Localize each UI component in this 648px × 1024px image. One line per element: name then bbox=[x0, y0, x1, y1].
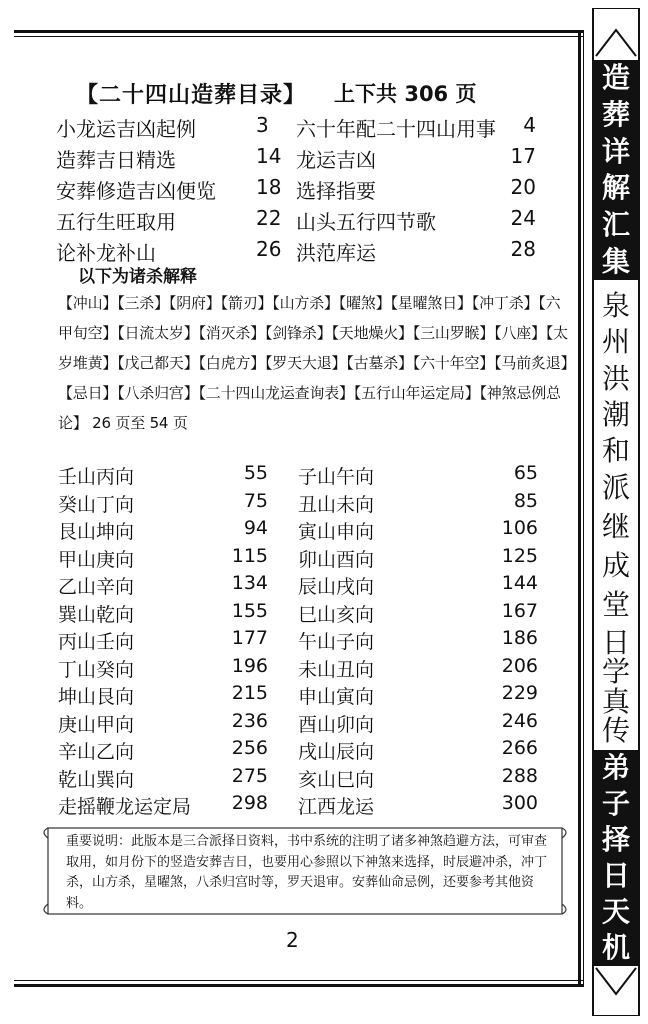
entry-page: 55 bbox=[243, 462, 268, 485]
spine-char: 集 bbox=[601, 244, 630, 278]
toc-entry bbox=[298, 600, 538, 627]
spine-char: 子 bbox=[601, 787, 630, 820]
entry-title: 乾山巽向 bbox=[58, 768, 135, 791]
toc-entry bbox=[58, 737, 298, 764]
entry-page: 300 bbox=[501, 792, 538, 815]
mountain-row bbox=[58, 572, 538, 600]
entry-title: 洪范库运 bbox=[296, 241, 376, 265]
entry-page: 75 bbox=[243, 489, 268, 512]
entry-title: 卯山酉向 bbox=[298, 548, 375, 571]
toc-entry bbox=[296, 113, 536, 142]
entry-title: 选择指要 bbox=[296, 179, 376, 203]
toc-entry bbox=[58, 490, 298, 517]
entry-page: 298 bbox=[231, 792, 268, 815]
entry-title: 癸山丁向 bbox=[58, 493, 135, 516]
mountain-toc bbox=[58, 462, 538, 820]
toc-row bbox=[56, 205, 536, 236]
entry-page: 26 bbox=[256, 237, 282, 261]
entry-page: 167 bbox=[501, 599, 538, 622]
entry-title: 论补龙补山 bbox=[56, 241, 156, 265]
entry-page: 229 bbox=[501, 682, 538, 705]
entry-title: 艮山坤向 bbox=[58, 521, 135, 544]
entry-page: 3 bbox=[256, 113, 269, 137]
toc-entry bbox=[298, 545, 538, 572]
toc-row bbox=[56, 143, 536, 174]
entry-title: 寅山申向 bbox=[298, 521, 375, 544]
entry-title: 走摇鞭龙运定局 bbox=[58, 796, 192, 819]
toc-entry bbox=[298, 462, 538, 489]
spine-char: 和 bbox=[601, 434, 630, 468]
toc-entry bbox=[58, 545, 298, 572]
entry-title: 坤山艮向 bbox=[58, 686, 135, 709]
note-text: 重要说明：此版本是三合派择日资料，书中系统的注明了诸多神煞趋避方法，可审查取用，如月份下的竖造安葬吉日，也要用心参照以下神煞来选择，时辰避冲杀，冲丁杀，山方杀，星曜煞，八杀归宫时等，罗天退审。安葬仙命忌例，还要参考其他资料。 bbox=[66, 834, 548, 911]
spine-block-subtitle bbox=[592, 750, 640, 966]
entry-title: 巽山乾向 bbox=[58, 603, 135, 626]
toc-row bbox=[56, 174, 536, 205]
spine-char: 传 bbox=[601, 714, 630, 748]
note-scroll bbox=[40, 826, 570, 917]
toc-entry bbox=[58, 462, 298, 489]
toc-entry bbox=[298, 517, 538, 544]
entry-page: 94 bbox=[243, 517, 268, 540]
entry-title: 酉山卯向 bbox=[298, 713, 375, 736]
spine-char: 派 bbox=[601, 470, 630, 504]
mountain-row bbox=[58, 682, 538, 710]
entry-page: 177 bbox=[231, 627, 268, 650]
spine-char: 弟 bbox=[601, 751, 630, 784]
spine-block-hall bbox=[592, 508, 640, 624]
entry-page: 125 bbox=[501, 544, 538, 567]
toc-entry bbox=[298, 490, 538, 517]
spine-sidebar bbox=[592, 8, 640, 1016]
entry-title: 乙山辛向 bbox=[58, 576, 135, 599]
spine-block-tradition bbox=[592, 625, 640, 748]
entry-title: 辛山乙向 bbox=[58, 741, 135, 764]
toc-entry bbox=[298, 792, 538, 819]
entry-title: 甲山庚向 bbox=[58, 548, 135, 571]
spine-char: 继 bbox=[601, 510, 630, 544]
toc-entry bbox=[296, 237, 536, 266]
mountain-row bbox=[58, 600, 538, 628]
toc-entry bbox=[56, 206, 296, 235]
spine-char: 机 bbox=[601, 931, 630, 964]
spine-char: 堂 bbox=[601, 587, 630, 621]
entry-page: 24 bbox=[510, 206, 536, 230]
entry-title: 壬山丙向 bbox=[58, 466, 135, 489]
mountain-row bbox=[58, 462, 538, 490]
spine-char: 天 bbox=[601, 895, 630, 928]
entry-page: 115 bbox=[231, 544, 268, 567]
entry-title: 亥山巳向 bbox=[298, 768, 375, 791]
entry-page: 144 bbox=[501, 572, 538, 595]
entry-page: 22 bbox=[256, 206, 282, 230]
spine-char: 潮 bbox=[601, 398, 630, 432]
spine-char: 日 bbox=[601, 625, 630, 659]
entry-title: 山头五行四节歌 bbox=[296, 210, 436, 234]
frame-top-rule bbox=[14, 30, 584, 33]
entry-page: 85 bbox=[513, 489, 538, 512]
entry-page: 106 bbox=[501, 517, 538, 540]
toc-entry bbox=[56, 175, 296, 204]
mountain-row bbox=[58, 765, 538, 793]
entry-page: 20 bbox=[510, 175, 536, 199]
entry-page: 186 bbox=[501, 627, 538, 650]
entry-title: 江西龙运 bbox=[298, 796, 375, 819]
toc-entry bbox=[58, 517, 298, 544]
toc-entry bbox=[58, 710, 298, 737]
main-toc bbox=[56, 112, 536, 267]
mountain-row bbox=[58, 792, 538, 820]
spine-char: 日 bbox=[601, 859, 630, 892]
toc-entry bbox=[58, 627, 298, 654]
entry-page: 256 bbox=[231, 737, 268, 760]
spine-char: 学 bbox=[601, 655, 630, 689]
catalog-title: 【二十四山造葬目录】 bbox=[76, 82, 307, 108]
entry-page: 206 bbox=[501, 654, 538, 677]
entry-title: 造葬吉日精选 bbox=[56, 148, 176, 172]
toc-entry bbox=[298, 737, 538, 764]
toc-entry bbox=[56, 113, 296, 142]
entry-title: 子山午向 bbox=[298, 466, 375, 489]
spine-char: 洪 bbox=[601, 361, 630, 395]
title-row bbox=[76, 75, 516, 111]
entry-page: 65 bbox=[513, 462, 538, 485]
entry-page: 215 bbox=[231, 682, 268, 705]
entry-page: 236 bbox=[231, 709, 268, 732]
entry-title: 申山寅向 bbox=[298, 686, 375, 709]
frame-top-rule-thin bbox=[14, 36, 584, 37]
entry-page: 28 bbox=[510, 237, 536, 261]
entry-page: 288 bbox=[501, 764, 538, 787]
toc-entry bbox=[298, 627, 538, 654]
mountain-row bbox=[58, 545, 538, 573]
spine-char: 详 bbox=[601, 134, 630, 168]
entry-page: 17 bbox=[510, 144, 536, 168]
entry-title: 戌山辰向 bbox=[298, 741, 375, 764]
spine-char: 解 bbox=[601, 171, 630, 205]
frame-bottom-rule-thin bbox=[14, 980, 584, 981]
toc-entry bbox=[58, 600, 298, 627]
toc-entry bbox=[296, 175, 536, 204]
entry-page: 196 bbox=[231, 654, 268, 677]
entry-title: 小龙运吉凶起例 bbox=[56, 117, 196, 141]
entry-page: 4 bbox=[523, 113, 536, 137]
entry-page: 14 bbox=[256, 144, 282, 168]
toc-entry bbox=[298, 655, 538, 682]
entry-title: 六十年配二十四山用事 bbox=[296, 117, 496, 141]
entry-title: 庚山甲向 bbox=[58, 713, 135, 736]
spine-char: 成 bbox=[601, 548, 630, 582]
page-number: 2 bbox=[286, 928, 299, 952]
spine-block-title bbox=[592, 60, 640, 280]
entry-title: 安葬修造吉凶便览 bbox=[56, 179, 216, 203]
spine-char: 葬 bbox=[601, 97, 630, 131]
spine-char: 造 bbox=[601, 61, 630, 95]
frame-right-rule bbox=[578, 30, 581, 987]
toc-entry bbox=[58, 572, 298, 599]
mountain-row bbox=[58, 517, 538, 545]
entry-title: 丑山未向 bbox=[298, 493, 375, 516]
toc-entry bbox=[58, 682, 298, 709]
mountain-row bbox=[58, 655, 538, 683]
mountain-row bbox=[58, 710, 538, 738]
entry-title: 未山丑向 bbox=[298, 658, 375, 681]
toc-entry bbox=[296, 144, 536, 173]
explanations-subheading: 以下为诸杀解释 bbox=[78, 267, 197, 287]
entry-title: 丁山癸向 bbox=[58, 658, 135, 681]
entry-page: 246 bbox=[501, 709, 538, 732]
entry-page: 266 bbox=[501, 737, 538, 760]
entry-title: 午山子向 bbox=[298, 631, 375, 654]
spine-block-school bbox=[592, 288, 640, 506]
frame-right-rule-thin bbox=[583, 30, 584, 987]
explanations-list: 【冲山】【三杀】【阴府】【箭刃】【山方杀】【曜煞】【星曜煞日】【冲丁杀】【六甲旬空】【日流太岁】【消灭杀】【剑锋杀】【天地燥火】【三山罗睺】【八座】【太岁堆黄】【戊己都天】【白虎方】【罗天大退】【古墓杀】【六十年空】【马前炙退】【忌日】【八杀归宫】【二十四山龙运查询表】【五行山年运定局】【神煞忌例总论】 26 页至 54 页 bbox=[58, 294, 568, 432]
toc-entry bbox=[296, 206, 536, 235]
toc-entry bbox=[58, 792, 298, 819]
entry-title: 五行生旺取用 bbox=[56, 210, 176, 234]
spine-char: 择 bbox=[601, 823, 630, 856]
entry-title: 巳山亥向 bbox=[298, 603, 375, 626]
total-pages: 上下共 306 页 bbox=[334, 82, 477, 106]
toc-entry bbox=[298, 710, 538, 737]
spine-char: 真 bbox=[601, 684, 630, 718]
entry-title: 龙运吉凶 bbox=[296, 148, 376, 172]
entry-title: 丙山壬向 bbox=[58, 631, 135, 654]
mountain-row bbox=[58, 627, 538, 655]
toc-row bbox=[56, 112, 536, 143]
toc-entry bbox=[298, 572, 538, 599]
entry-page: 18 bbox=[256, 175, 282, 199]
toc-entry bbox=[298, 765, 538, 792]
mountain-row bbox=[58, 737, 538, 765]
toc-entry bbox=[58, 655, 298, 682]
toc-entry bbox=[56, 144, 296, 173]
frame-bottom-rule bbox=[14, 984, 584, 987]
entry-title: 辰山戌向 bbox=[298, 576, 375, 599]
toc-entry bbox=[58, 765, 298, 792]
entry-page: 134 bbox=[231, 572, 268, 595]
toc-entry bbox=[298, 682, 538, 709]
spine-char: 泉 bbox=[601, 289, 630, 323]
entry-page: 275 bbox=[231, 764, 268, 787]
spine-char: 州 bbox=[601, 325, 630, 359]
entry-page: 155 bbox=[231, 599, 268, 622]
mountain-row bbox=[58, 490, 538, 518]
spine-char: 汇 bbox=[601, 207, 630, 241]
